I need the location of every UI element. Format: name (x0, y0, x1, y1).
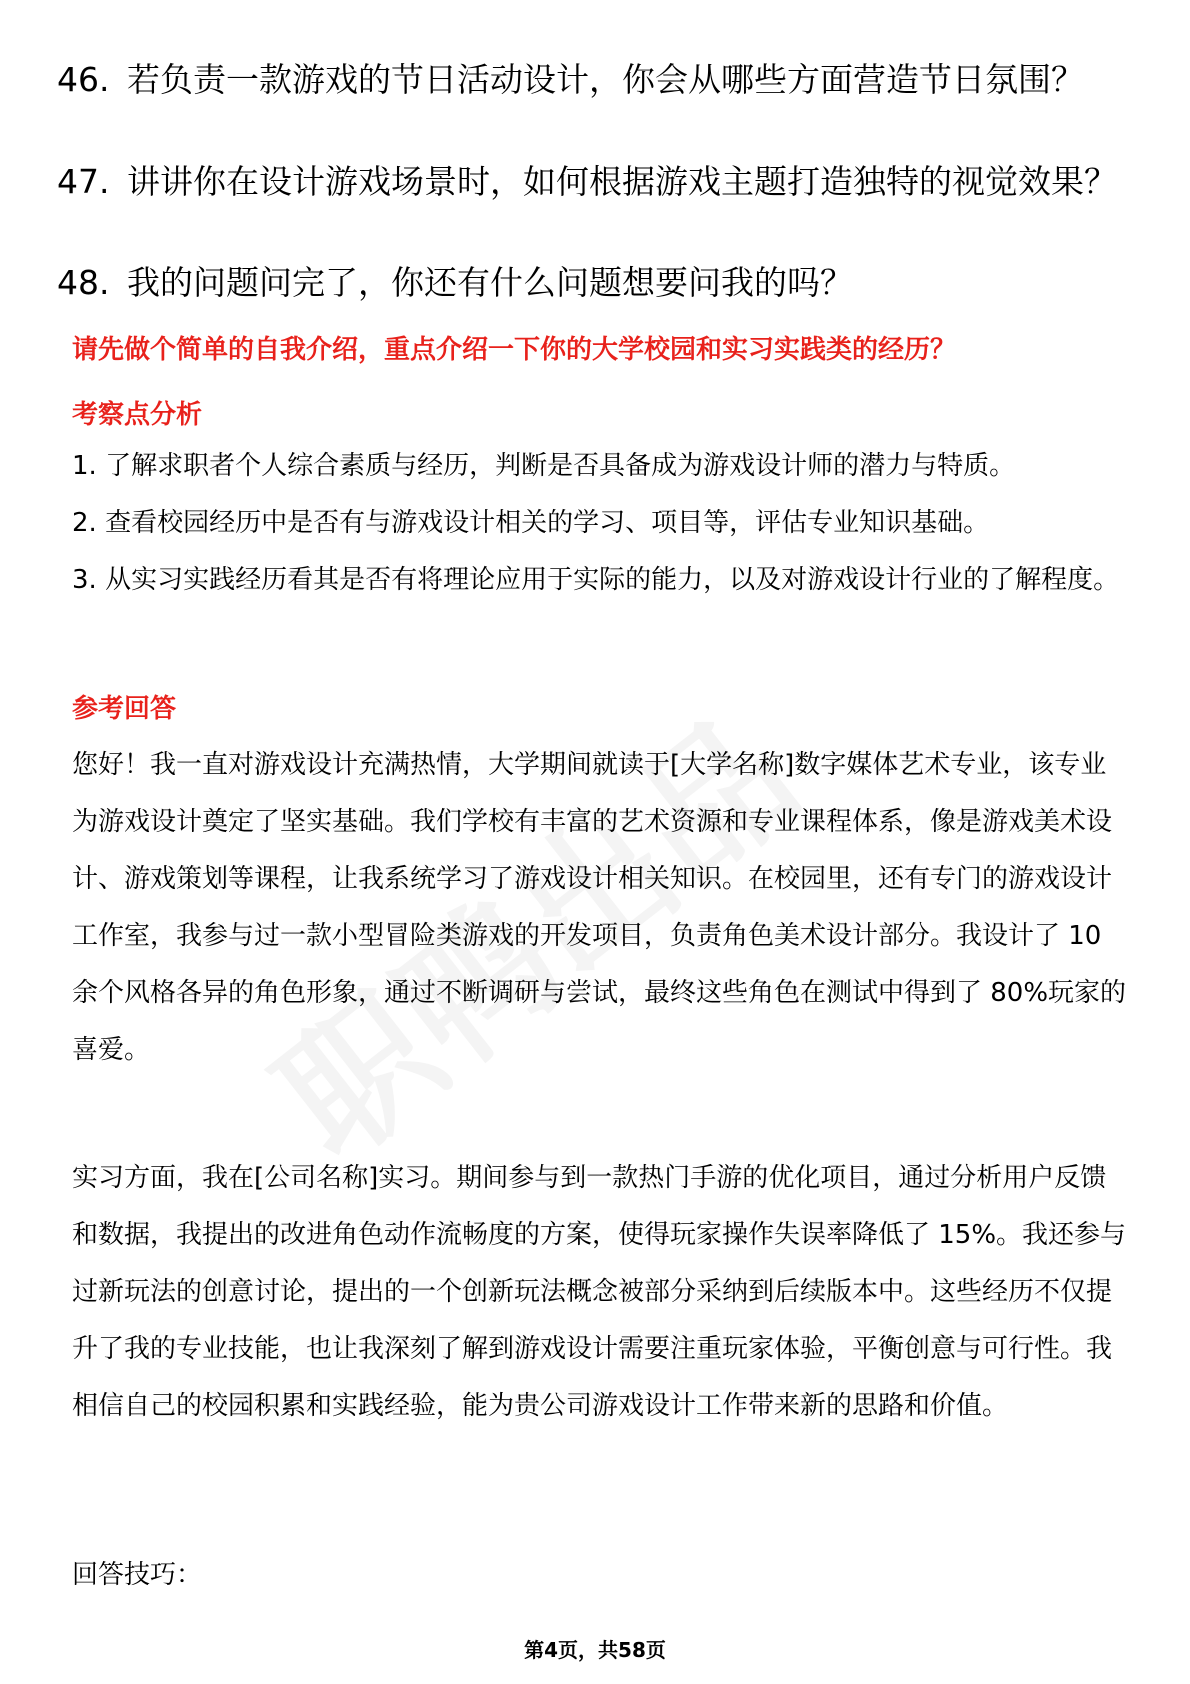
answer-tips-label: 回答技巧： (72, 1560, 203, 1590)
interview-question-headline: 请先做个简单的自我介绍，重点介绍一下你的大学校园和实习实践类的经历？ (72, 335, 957, 365)
question-text: 若负责一款游戏的节日活动设计，你会从哪些方面营造节日氛围？ (127, 60, 1084, 99)
answer-paragraph-campus (72, 737, 1132, 1079)
question-text: 讲讲你在设计游戏场景时，如何根据游戏主题打造独特的视觉效果？ (127, 162, 1117, 201)
question-number: 48. (57, 263, 110, 302)
answer-paragraph-internship (72, 1150, 1132, 1435)
analysis-point: 3. 从实习实践经历看其是否有将理论应用于实际的能力，以及对游戏设计行业的了解程度。 (72, 565, 1120, 595)
question-47 (57, 157, 1127, 207)
analysis-points (72, 438, 1132, 609)
answer-heading: 参考回答 (72, 694, 177, 724)
answer-paragraph: 您好！我一直对游戏设计充满热情，大学期间就读于[大学名称]数字媒体艺术专业，该专业为游戏设计奠定了坚实基础。我们学校有丰富的艺术资源和专业课程体系，像是游戏美术设计、游戏策划等课程，让我系统学习了游戏设计相关知识。在校园里，还有专门的游戏设计工作室，我参与过一款小型冒险类游戏的开发项目，负责角色美术设计部分。我设计了 10 余个风格各异的角色形象，通过不断调研与尝试，最终这些角色在测试中得到了 80%玩家的喜爱。 (72, 750, 1127, 1065)
question-number: 47. (57, 162, 110, 201)
analysis-heading: 考察点分析 (72, 400, 203, 430)
question-46 (57, 55, 1127, 105)
question-number: 46. (57, 60, 110, 99)
answer-paragraph: 实习方面，我在[公司名称]实习。期间参与到一款热门手游的优化项目，通过分析用户反馈和数据，我提出的改进角色动作流畅度的方案，使得玩家操作失误率降低了 15%。我还参与过新玩法的创意讨论，提出的一个创新玩法概念被部分采纳到后续版本中。这些经历不仅提升了我的专业技能，也让我深刻了解到游戏设计需要注重玩家体验，平衡创意与可行性。我相信自己的校园积累和实践经验，能为贵公司游戏设计工作带来新的思路和价值。 (72, 1163, 1127, 1421)
question-text: 我的问题问完了，你还有什么问题想要问我的吗？ (127, 263, 853, 302)
analysis-point: 1. 了解求职者个人综合素质与经历，判断是否具备成为游戏设计师的潜力与特质。 (72, 451, 1016, 481)
page-footer: 第4页，共58页 (524, 1638, 666, 1662)
analysis-point: 2. 查看校园经历中是否有与游戏设计相关的学习、项目等，评估专业知识基础。 (72, 508, 990, 538)
question-48 (57, 258, 1127, 308)
